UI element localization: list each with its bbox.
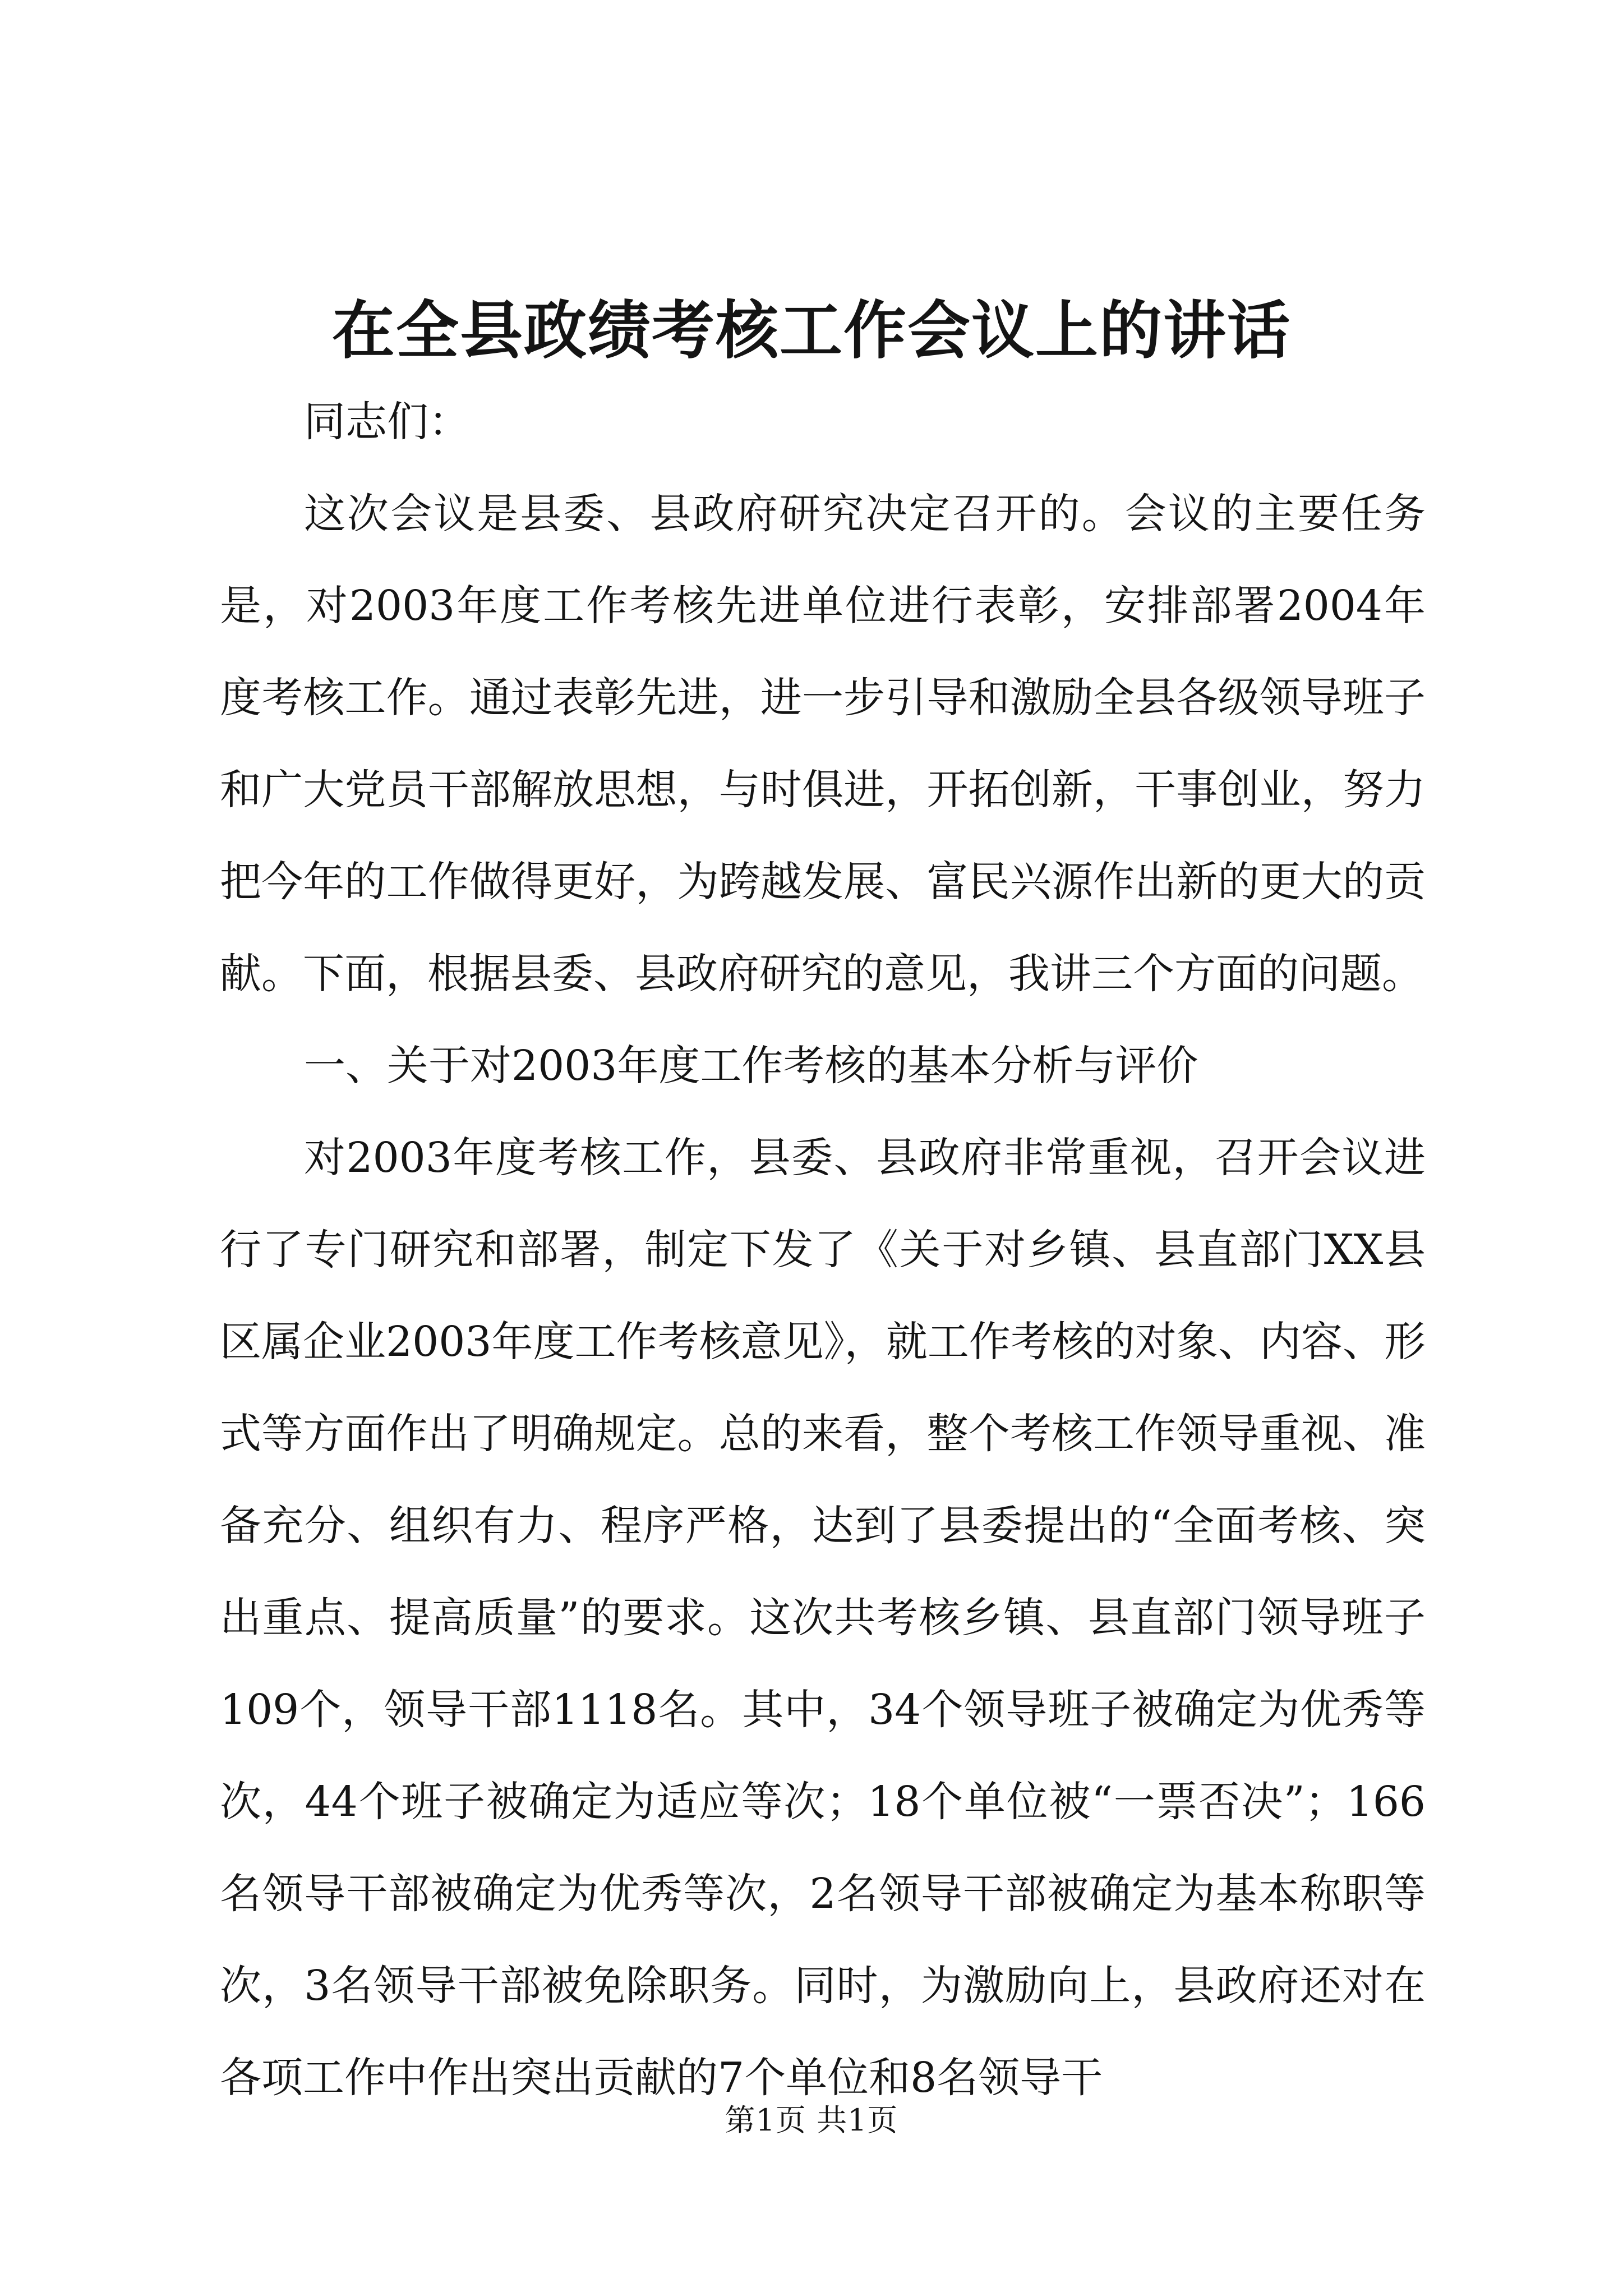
salutation: 同志们： (304, 398, 470, 446)
page-number-footer: 第1页 共1页 (725, 2102, 898, 2138)
section-paragraph: 对2003年度考核工作，县委、县政府非常重视，召开会议进行了专门研究和部署，制定下发了《关于对乡镇、县直部门XX县区属企业2003年度工作考核意见》，就工作考核的对象、内容、形式等方面作出了明确规定。总的来看，整个考核工作领导重视、准备充分、组织有力、程序严格，达到了县委提出的“全面考核、突出重点、提高质量”的要求。这次共考核乡镇、县直部门领导班子109个，领导干部1118名。其中，34个领导班子被确定为优秀等次，44个班子被确定为适应等次；18个单位被“一票否决”；166名领导干部被确定为优秀等次，2名领导干部被确定为基本称职等次，3名领导干部被免除职务。同时，为激励向上，县政府还对在各项工作中作出突出贡献的7个单位和8名领导干 (220, 1134, 1426, 2102)
document-body (220, 376, 1426, 2124)
section-heading: 一、关于对2003年度工作考核的基本分析与评价 (304, 1042, 1198, 1090)
paragraph: 这次会议是县委、县政府研究决定召开的。会议的主要任务是，对2003年度工作考核先进单位进行表彰，安排部署2004年度考核工作。通过表彰先进，进一步引导和激励全县各级领导班子和广大党员干部解放思想，与时俱进，开拓创新，干事创业，努力把今年的工作做得更好，为跨越发展、富民兴源作出新的更大的贡献。下面，根据县委、县政府研究的意见，我讲三个方面的问题。 (220, 490, 1426, 998)
document-title: 在全县政绩考核工作会议上的讲话 (332, 294, 1291, 367)
